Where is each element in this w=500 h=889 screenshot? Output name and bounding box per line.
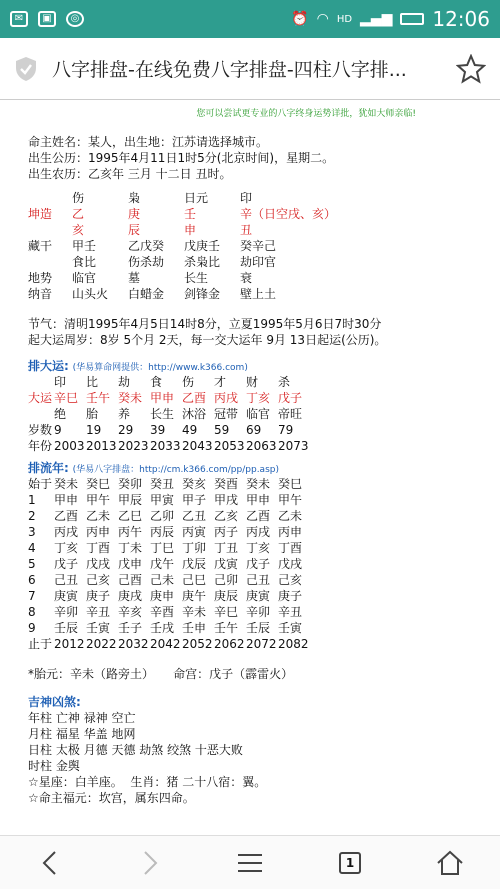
dayun-shishen-cell: [28, 374, 54, 390]
liunian-cell: 甲辰: [118, 493, 143, 507]
liunian-cell: 戊子: [246, 557, 271, 571]
liunian-cell: 3: [28, 525, 36, 539]
liunian-cell: 6: [28, 573, 36, 587]
liunian-cell: 乙亥: [214, 509, 239, 523]
dayun-dishi-cell: 临官: [246, 407, 271, 421]
liunian-cell: 丙午: [118, 525, 143, 539]
promo-link[interactable]: 您可以尝试更专业的八字终身运势详批，犹如大师亲临!: [196, 109, 416, 119]
liunian-start-cell: 癸巳: [86, 477, 111, 491]
liunian-row: [28, 556, 500, 572]
liunian-cell: 丁酉: [278, 541, 303, 555]
liunian-cell: 壬寅: [86, 621, 111, 635]
dayun-age-cell: 29: [118, 423, 134, 437]
pillars-nayin: 纳音 山头火 白蜡金 剑锋金 壁上土: [28, 287, 277, 301]
liunian-cell: 庚辰: [214, 589, 239, 603]
liunian-start-row: [28, 476, 500, 492]
back-button[interactable]: [30, 843, 70, 883]
liunian-cell: 庚申: [150, 589, 175, 603]
liunian-cell: 丁酉: [86, 541, 111, 555]
taiyuan-line: *胎元：辛未（路旁土） 命宫：戊子（霹雷火）: [28, 667, 294, 681]
liunian-cell: 庚寅: [54, 589, 79, 603]
liunian-cell: 戊子: [54, 557, 79, 571]
info-solar: 出生公历：1995年4月11日1时5分(北京时间)，星期二。: [28, 151, 335, 165]
home-button[interactable]: [430, 843, 470, 883]
dayun-ganzhi-cell: 辛巳: [54, 391, 79, 405]
liunian-start-cell: 癸未: [246, 477, 271, 491]
dayun-age-cell: 79: [278, 423, 294, 437]
dayun-dishi-cell: [28, 406, 54, 422]
battery-icon: [400, 13, 424, 25]
liunian-cell: 壬寅: [278, 621, 303, 635]
liunian-cell: 丁亥: [54, 541, 79, 555]
liunian-cell: 丙子: [214, 525, 239, 539]
pillars-stems: 坤造 乙 庚 壬 辛（日空戌、亥）: [28, 207, 337, 221]
dayun-shishen-cell: 财: [246, 375, 259, 389]
liunian-row: [28, 524, 500, 540]
liunian-end-cell: 2012: [54, 637, 85, 651]
liunian-cell: 己巳: [182, 573, 207, 587]
dayun-title: 排大运:: [28, 359, 69, 373]
liunian-cell: 壬辰: [246, 621, 271, 635]
liunian-row: [28, 620, 500, 636]
dayun-shishen-cell: 伤: [182, 375, 195, 389]
alarm-icon: ⏰: [291, 11, 309, 27]
bookmark-star-icon[interactable]: [456, 54, 486, 84]
liunian-end-cell: 2022: [86, 637, 117, 651]
liunian-cell: 庚戌: [118, 589, 143, 603]
dayun-year-cell: 2073: [278, 439, 309, 453]
menu-button[interactable]: [230, 843, 270, 883]
liunian-cell: 辛酉: [150, 605, 175, 619]
liunian-cell: 1: [28, 493, 36, 507]
liunian-cell: 辛丑: [278, 605, 303, 619]
liunian-start-cell: 癸亥: [182, 477, 207, 491]
dayun-dishi-cell: 长生: [150, 407, 175, 421]
liunian-cell: 庚寅: [246, 589, 271, 603]
liunian-cell: 乙未: [278, 509, 303, 523]
liunian-end-cell: 2072: [246, 637, 277, 651]
dayun-dishi-cell: 冠带: [214, 407, 239, 421]
liunian-end-cell: 2062: [214, 637, 245, 651]
liunian-cell: 辛巳: [214, 605, 239, 619]
jieqi-line: 节气：清明1995年4月5日14时8分，立夏1995年5月6日7时30分: [28, 317, 382, 331]
dayun-ganzhi-cell: 戊子: [278, 391, 303, 405]
liunian-cell: 戊申: [118, 557, 143, 571]
liunian-cell: 甲午: [278, 493, 303, 507]
jishen-line: 月柱 福星 华盖 地网: [28, 727, 136, 741]
chevron-left-icon: [40, 850, 60, 876]
jishen-title: 吉神凶煞:: [28, 695, 81, 709]
liunian-cell: 己酉: [118, 573, 143, 587]
dayun-years-row: [28, 438, 500, 454]
liunian-cell: 乙巳: [118, 509, 143, 523]
chevron-right-icon: [140, 850, 160, 876]
shield-icon: [14, 56, 38, 82]
liunian-cell: 己丑: [54, 573, 79, 587]
page-content: [0, 100, 500, 835]
liunian-cell: 5: [28, 557, 36, 571]
liunian-cell: 甲申: [54, 493, 79, 507]
dayun-year-cell: 2023: [118, 439, 149, 453]
dayun-year-cell: 2053: [214, 439, 245, 453]
dayun-age-cell: 39: [150, 423, 166, 437]
liunian-end-cell: 2042: [150, 637, 181, 651]
dayun-age-cell: 岁数: [28, 423, 53, 437]
dayun-ages-row: [28, 422, 500, 438]
liunian-cell: 甲戌: [214, 493, 239, 507]
dayun-ganzhi-row: [28, 390, 500, 406]
liunian-start-cell: 始于: [28, 477, 53, 491]
dayun-age-cell: 69: [246, 423, 262, 437]
liunian-cell: 4: [28, 541, 36, 555]
menu-icon: [237, 852, 263, 874]
qiyun-line: 起大运周岁：8岁 5个月 2天，每一交大运年 9月 13日起运(公历)。: [28, 333, 387, 347]
liunian-end-cell: 2032: [118, 637, 149, 651]
liunian-cell: 甲申: [246, 493, 271, 507]
liunian-cell: 壬午: [214, 621, 239, 635]
dayun-age-cell: 49: [182, 423, 198, 437]
liunian-cell: 丁未: [118, 541, 143, 555]
dayun-age-cell: 59: [214, 423, 230, 437]
home-icon: [436, 850, 464, 876]
dayun-shishen-cell: 印: [54, 375, 67, 389]
liunian-start-cell: 癸巳: [278, 477, 303, 491]
dayun-shishen-cell: 食: [150, 375, 163, 389]
dayun-dishi-cell: 胎: [86, 407, 99, 421]
jishen-list: [28, 710, 500, 806]
liunian-cell: 甲午: [86, 493, 111, 507]
signal-icon: ▂▄▆: [360, 11, 393, 27]
dayun-year-cell: 年份: [28, 439, 53, 453]
liunian-cell: 壬辰: [54, 621, 79, 635]
liunian-end-row: [28, 636, 500, 652]
liunian-cell: 壬子: [118, 621, 143, 635]
dayun-shishen-row: [28, 374, 500, 390]
liunian-cell: 己卯: [214, 573, 239, 587]
dayun-year-cell: 2003: [54, 439, 85, 453]
dayun-ganzhi-cell: 壬午: [86, 391, 111, 405]
message-icon: ✉: [10, 11, 28, 27]
dayun-dishi-cell: 养: [118, 407, 131, 421]
liunian-row: [28, 604, 500, 620]
tabs-button[interactable]: [330, 843, 370, 883]
jishen-line: 年柱 亡神 禄神 空亡: [28, 711, 136, 725]
liunian-table: [28, 492, 500, 636]
dayun-year-cell: 2063: [246, 439, 277, 453]
liunian-cell: 壬戌: [150, 621, 175, 635]
liunian-cell: 戊辰: [182, 557, 207, 571]
liunian-cell: 庚子: [278, 589, 303, 603]
page-title[interactable]: 八字排盘-在线免费八字排盘-四柱八字排...: [52, 59, 407, 81]
info-lunar: 出生农历：乙亥年 三月 十二日 丑时。: [28, 167, 232, 181]
dayun-shishen-cell: 劫: [118, 375, 131, 389]
liunian-cell: 庚子: [86, 589, 111, 603]
dayun-shishen-cell: 才: [214, 375, 227, 389]
liunian-cell: 丁巳: [150, 541, 175, 555]
liunian-cell: 丁亥: [246, 541, 271, 555]
dayun-ganzhi-cell: 丙戌: [214, 391, 239, 405]
liunian-end-cell: 2052: [182, 637, 213, 651]
liunian-cell: 丙寅: [182, 525, 207, 539]
liunian-row: [28, 492, 500, 508]
liunian-cell: 9: [28, 621, 36, 635]
liunian-cell: 辛亥: [118, 605, 143, 619]
dayun-year-cell: 2033: [150, 439, 181, 453]
jishen-line: 日柱 太极 月德 天德 劫煞 绞煞 十恶大败: [28, 743, 243, 757]
liunian-row: [28, 572, 500, 588]
jishen-line: ☆命主福元：坎宫，属东四命。: [28, 791, 195, 805]
liunian-cell: 己未: [150, 573, 175, 587]
liunian-cell: 戊戌: [278, 557, 303, 571]
dayun-ganzhi-cell: 乙酉: [182, 391, 207, 405]
liunian-cell: 乙丑: [182, 509, 207, 523]
liunian-cell: 己亥: [278, 573, 303, 587]
liunian-cell: 甲子: [182, 493, 207, 507]
clock: 12:06: [432, 7, 490, 31]
liunian-cell: 2: [28, 509, 36, 523]
dayun-shishen-cell: 比: [86, 375, 99, 389]
tab-count: 1: [339, 852, 361, 874]
liunian-cell: 丙辰: [150, 525, 175, 539]
liunian-cell: 辛卯: [246, 605, 271, 619]
liunian-cell: 丙戌: [54, 525, 79, 539]
liunian-cell: 乙酉: [246, 509, 271, 523]
liunian-cell: 乙未: [86, 509, 111, 523]
liunian-end-cell: 2082: [278, 637, 309, 651]
liunian-cell: 己亥: [86, 573, 111, 587]
liunian-cell: 己丑: [246, 573, 271, 587]
wifi-icon: ◠: [316, 11, 329, 27]
liunian-cell: 戊戌: [86, 557, 111, 571]
dayun-dishi-row: [28, 406, 500, 422]
liunian-cell: 辛丑: [86, 605, 111, 619]
status-bar: [0, 0, 500, 38]
liunian-start-cell: 癸未: [54, 477, 79, 491]
pillars-canggan: 藏干 甲壬 乙戊癸 戊庚壬 癸辛己: [28, 239, 277, 253]
app-icon: ◎: [66, 11, 84, 27]
dayun-ganzhi-cell: 大运: [28, 391, 53, 405]
liunian-row: [28, 540, 500, 556]
liunian-start-cell: 癸卯: [118, 477, 143, 491]
bottom-nav: [0, 835, 500, 889]
pillars-branches: 亥 辰 申 丑: [72, 223, 253, 237]
dayun-year-cell: 2013: [86, 439, 117, 453]
liunian-cell: 7: [28, 589, 36, 603]
liunian-cell: 丙申: [278, 525, 303, 539]
liunian-start-cell: 癸丑: [150, 477, 175, 491]
pillars-header: 伤 枭 日元 印: [72, 191, 253, 205]
liunian-source-link[interactable]: (华易八字排盘：http://cm.k366.com/pp/pp.asp): [72, 465, 279, 475]
liunian-cell: 壬申: [182, 621, 207, 635]
dayun-ganzhi-cell: 甲申: [150, 391, 175, 405]
dayun-ganzhi-cell: 癸未: [118, 391, 143, 405]
dayun-ganzhi-cell: 丁亥: [246, 391, 271, 405]
dayun-dishi-cell: 绝: [54, 407, 67, 421]
pillars-dishi: 地势 临官 墓 长生 衰: [28, 271, 253, 285]
liunian-cell: 戊午: [150, 557, 175, 571]
liunian-cell: 甲寅: [150, 493, 175, 507]
liunian-cell: 丙戌: [246, 525, 271, 539]
liunian-start-cell: 癸酉: [214, 477, 239, 491]
dayun-dishi-cell: 帝旺: [278, 407, 303, 421]
dayun-shishen-cell: 杀: [278, 375, 291, 389]
image-icon: ▣: [38, 11, 56, 27]
liunian-cell: 乙卯: [150, 509, 175, 523]
forward-button[interactable]: [130, 843, 170, 883]
liunian-end-cell: 止于: [28, 637, 53, 651]
liunian-cell: 乙酉: [54, 509, 79, 523]
liunian-cell: 丁丑: [214, 541, 239, 555]
dayun-dishi-cell: 沐浴: [182, 407, 207, 421]
jishen-line: ☆星座：白羊座。 生肖：猪 二十八宿：翼。: [28, 775, 267, 789]
liunian-cell: 丙申: [86, 525, 111, 539]
network-label: HD: [336, 13, 353, 25]
dayun-year-cell: 2043: [182, 439, 213, 453]
dayun-age-cell: 9: [54, 423, 62, 437]
liunian-row: [28, 508, 500, 524]
jishen-line: 时柱 金舆: [28, 759, 80, 773]
pillars-shishen: 食比 伤杀劫 杀枭比 劫印官: [72, 255, 277, 269]
address-bar[interactable]: [0, 38, 500, 100]
info-name: 命主姓名：某人，出生地：江苏请选择城市。: [28, 135, 269, 149]
liunian-cell: 辛卯: [54, 605, 79, 619]
liunian-cell: 8: [28, 605, 36, 619]
liunian-cell: 庚午: [182, 589, 207, 603]
liunian-cell: 辛未: [182, 605, 207, 619]
liunian-title: 排流年:: [28, 461, 69, 475]
liunian-row: [28, 588, 500, 604]
liunian-cell: 戊寅: [214, 557, 239, 571]
dayun-source-link[interactable]: (华易算命网提供：http://www.k366.com): [72, 363, 248, 373]
liunian-cell: 丁卯: [182, 541, 207, 555]
dayun-age-cell: 19: [86, 423, 102, 437]
